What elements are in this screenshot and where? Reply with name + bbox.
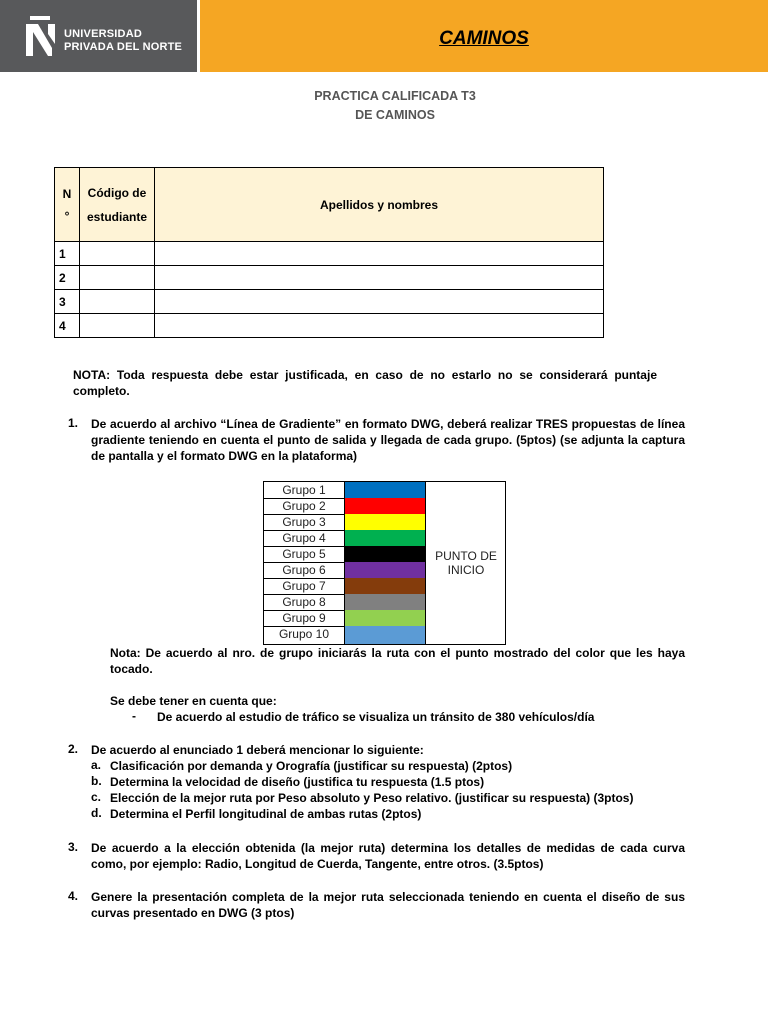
row-number: 2	[55, 266, 80, 290]
q1-bullet-dash: -	[132, 709, 136, 723]
legend-swatch	[345, 546, 425, 562]
legend-swatch	[345, 498, 425, 514]
legend-label: Grupo 1	[264, 482, 345, 498]
code-cell[interactable]	[80, 242, 155, 266]
legend-label: Grupo 6	[264, 562, 345, 578]
student-table	[54, 167, 604, 338]
legend-row	[264, 498, 425, 515]
legend-row	[264, 546, 425, 563]
legend-swatch	[345, 610, 425, 626]
q3-number: 3.	[68, 840, 79, 854]
q1-bullet: De acuerdo al estudio de tráfico se visualiza un tránsito de 380 vehículos/día	[157, 710, 595, 724]
start-point-label: PUNTO DE INICIO	[425, 482, 506, 644]
q2-text: De acuerdo al enunciado 1 deberá mencionar lo siguiente:	[91, 743, 424, 757]
legend-row	[264, 626, 425, 644]
legend-swatch	[345, 594, 425, 610]
q2-item-text: Determina la velocidad de diseño (justifica tu respuesta (1.5 ptos)	[110, 775, 485, 789]
legend-swatch	[345, 482, 425, 498]
table-row	[55, 266, 604, 290]
names-cell[interactable]	[155, 290, 604, 314]
q4-text: Genere la presentación completa de la mejor ruta seleccionada teniendo en cuenta el diseño de sus curvas presentado en DWG (3 ptos)	[91, 890, 685, 920]
code-cell[interactable]	[80, 290, 155, 314]
legend-swatch	[345, 562, 425, 578]
legend-row	[264, 562, 425, 579]
legend-label: Grupo 10	[264, 626, 345, 644]
q1-consider: Se debe tener en cuenta que:	[110, 694, 277, 708]
names-cell[interactable]	[155, 314, 604, 338]
names-cell[interactable]	[155, 242, 604, 266]
row-number: 1	[55, 242, 80, 266]
q1-text: De acuerdo al archivo “Línea de Gradiente” en formato DWG, deberá realizar TRES propuestas de línea gradiente teniendo en cuenta el punto de salida y llegada de cada grupo. (5ptos) (se adjunta la captura de pantalla y el formato DWG en la plataforma)	[91, 417, 685, 463]
q2-item-text: Clasificación por demanda y Orografía (justificar su respuesta) (2ptos)	[110, 759, 513, 773]
code-cell[interactable]	[80, 314, 155, 338]
legend-row	[264, 530, 425, 547]
legend-swatch	[345, 514, 425, 530]
names-cell[interactable]	[155, 266, 604, 290]
col-header-number: N °	[55, 168, 80, 242]
q3-text: De acuerdo a la elección obtenida (la mejor ruta) determina los detalles de medidas de cada curva como, por ejemplo: Radio, Longitud de Cuerda, Tangente, entre otros. (3.5ptos)	[91, 841, 685, 871]
legend-swatch	[345, 626, 425, 644]
university-line2: PRIVADA DEL NORTE	[64, 41, 183, 53]
course-title: CAMINOS	[439, 28, 529, 49]
legend-row	[264, 482, 425, 499]
legend-label: Grupo 3	[264, 514, 345, 530]
q2-item-letter: b.	[91, 774, 102, 788]
q4-number: 4.	[68, 889, 79, 903]
group-color-legend	[263, 481, 506, 645]
header-logo-panel	[0, 0, 197, 72]
q1-number: 1.	[68, 416, 79, 430]
legend-label: Grupo 2	[264, 498, 345, 514]
legend-swatch	[345, 530, 425, 546]
legend-row	[264, 578, 425, 595]
row-number: 4	[55, 314, 80, 338]
university-name	[64, 28, 182, 54]
legend-row	[264, 594, 425, 611]
doc-title-line1: PRACTICA CALIFICADA T3	[314, 89, 476, 103]
q2-item-letter: c.	[91, 790, 102, 804]
legend-label: Grupo 9	[264, 610, 345, 626]
col-header-code: Código de estudiante	[80, 168, 155, 242]
table-row	[55, 242, 604, 266]
university-line1: UNIVERSIDAD	[64, 28, 142, 40]
table-row	[55, 290, 604, 314]
legend-swatch	[345, 578, 425, 594]
code-cell[interactable]	[80, 266, 155, 290]
q1-note: Nota: De acuerdo al nro. de grupo iniciarás la ruta con el punto mostrado del color que les haya tocado.	[110, 646, 685, 676]
upn-logo-icon	[24, 14, 58, 58]
q2-number: 2.	[68, 742, 79, 756]
legend-label: Grupo 8	[264, 594, 345, 610]
q2-item-text: Elección de la mejor ruta por Peso absoluto y Peso relativo. (justificar su respuesta) (3ptos)	[110, 791, 634, 805]
q2-item-letter: a.	[91, 758, 102, 772]
doc-title-line2: DE CAMINOS	[355, 108, 435, 122]
col-header-names: Apellidos y nombres	[155, 168, 604, 242]
legend-label: Grupo 5	[264, 546, 345, 562]
q2-item-letter: d.	[91, 806, 102, 820]
legend-row	[264, 514, 425, 531]
table-row	[55, 314, 604, 338]
q2-item-text: Determina el Perfil longitudinal de ambas rutas (2ptos)	[110, 807, 422, 821]
legend-row	[264, 610, 425, 627]
legend-label: Grupo 4	[264, 530, 345, 546]
row-number: 3	[55, 290, 80, 314]
nota-text: NOTA: Toda respuesta debe estar justificada, en caso de no estarlo no se considerará puntaje completo.	[73, 368, 657, 398]
legend-label: Grupo 7	[264, 578, 345, 594]
